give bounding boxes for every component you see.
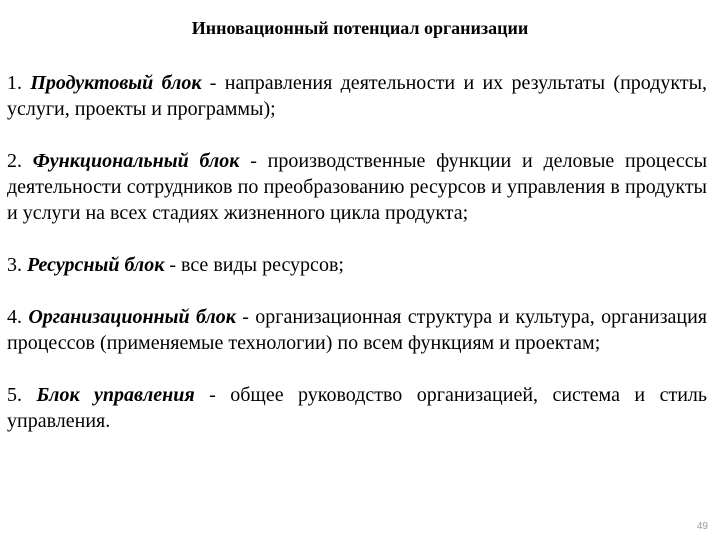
item-number: 2. xyxy=(7,150,22,172)
item-text: - организационная структура и культура, организация процессов (применяемые технологии) по всем функциям и проектам; xyxy=(7,306,707,354)
list-item-product-block xyxy=(7,70,707,122)
item-term: Блок управления xyxy=(36,384,195,406)
block-list xyxy=(7,70,707,460)
page-number: 49 xyxy=(696,521,708,532)
item-term: Продуктовый блок xyxy=(30,72,202,94)
list-item-resource-block xyxy=(7,252,707,278)
item-text: - все виды ресурсов; xyxy=(164,254,344,276)
item-text: - направления деятельности и их результаты (продукты, услуги, проекты и программы); xyxy=(7,72,708,120)
list-item-management-block xyxy=(7,382,707,434)
item-number: 5. xyxy=(7,384,22,406)
item-text: - производственные функции и деловые процессы деятельности сотрудников по преобразованию ресурсов и управления в продукты и услуги на всех стадиях жизненного цикла продукта; xyxy=(7,150,708,224)
item-number: 4. xyxy=(7,306,22,328)
slide-title: Инновационный потенциал организации xyxy=(191,18,529,38)
list-item-functional-block xyxy=(7,148,707,226)
list-item-organizational-block xyxy=(7,304,707,356)
item-number: 1. xyxy=(7,72,22,94)
item-text: - общее руководство организацией, система и стиль управления. xyxy=(7,384,708,432)
item-number: 3. xyxy=(7,254,22,276)
item-term: Функциональный блок xyxy=(32,150,240,172)
item-term: Ресурсный блок xyxy=(27,254,165,276)
item-term: Организационный блок xyxy=(28,306,236,328)
